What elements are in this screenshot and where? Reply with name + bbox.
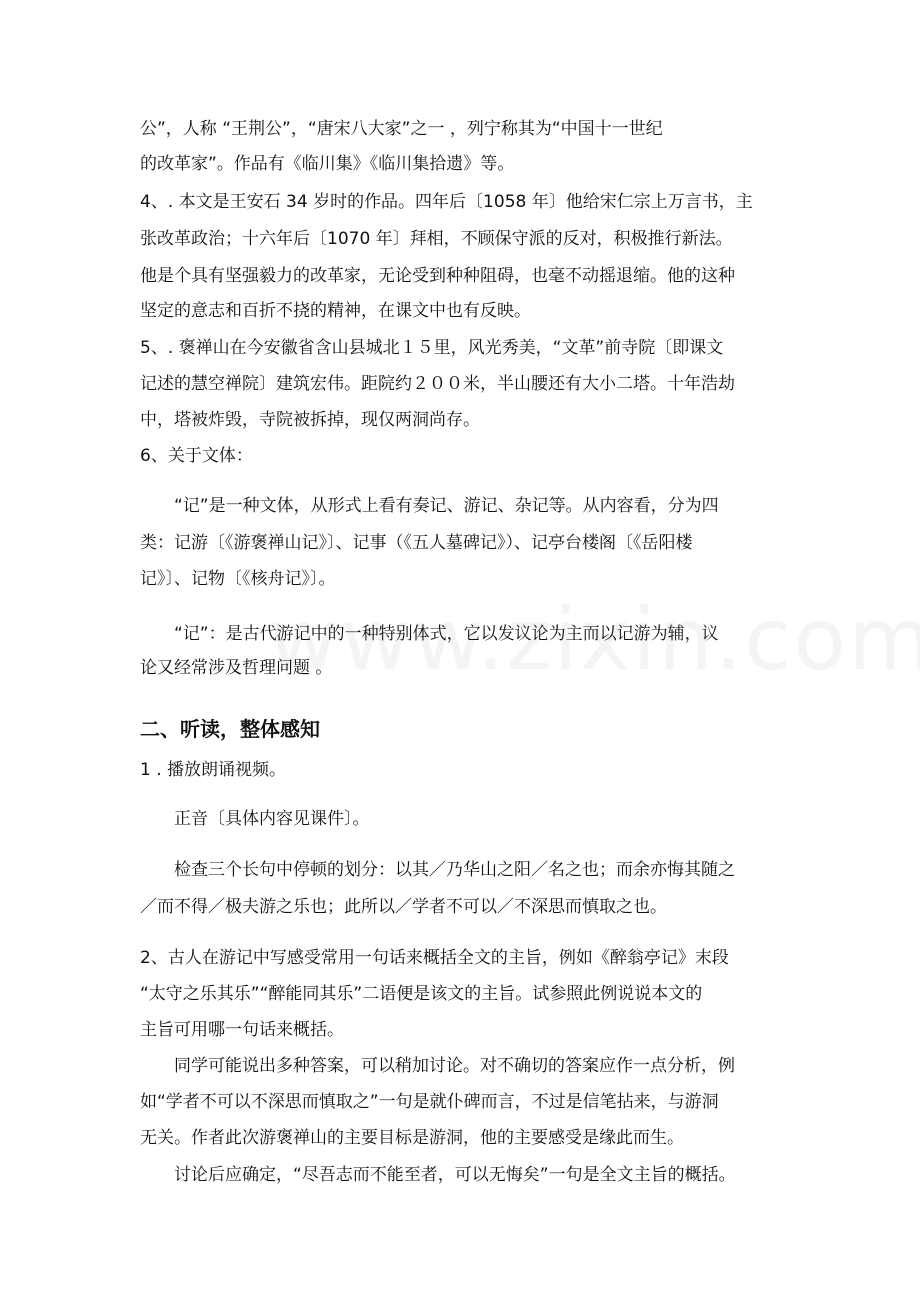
text-line: 1 . 播放朗诵视频。 [140,760,287,780]
text-line: 类：记游〔《游褒禅山记》〕、记事（《五人墓碑记》）、记亭台楼阁〔《岳阳楼 [140,533,693,553]
text-line: “太守之乐其乐”“醉能同其乐”二语便是该文的主旨。试参照此例说说本文的 [140,984,703,1004]
text-line: 讨论后应确定，“尽吾志而不能至者，可以无悔矣”一句是全文主旨的概括。 [174,1165,736,1185]
text-line: 张改革政治；十六年后〔1070 年〕拜相，不顾保守派的反对，积极推行新法。 [140,229,733,249]
text-line: 记述的慧空禅院〕建筑宏伟。距院约２００米，半山腰还有大小二塔。十年浩劫 [140,374,735,394]
text-line: 记》〕、记物〔《核舟记》〕。 [140,569,336,589]
text-line: 如“学者不可以不深思而慎取之”一句是就仆碑而言，不过是信笔拈来，与游洞 [140,1092,719,1112]
text-line: ／而不得／极夫游之乐也；此所以／学者不可以／不深思而慎取之也。 [140,897,667,917]
text-line: “记”：是古代游记中的一种特别体式，它以发议论为主而以记游为辅，议 [174,624,719,644]
text-line: 同学可能说出多种答案，可以稍加讨论。对不确切的答案应作一点分析，例 [174,1056,735,1076]
text-line: 5、. 褒禅山在今安徽省含山县城北１５里，风光秀美，“文革”前寺院〔即课文 [140,338,724,358]
text-line: 他是个具有坚强毅力的改革家，无论受到种种阻碍，也毫不动摇退缩。他的这种 [140,266,735,286]
text-line: 6、关于文体： [140,446,253,466]
section-heading: 二、听读，整体感知 [140,717,320,741]
text-line: 4、. 本文是王安石 34 岁时的作品。四年后〔1058 年〕他给宋仁宗上万言书，主 [140,192,753,212]
text-line: 的改革家”。作品有《临川集》《临川集拾遗》等。 [140,154,515,174]
text-line: 正音〔具体内容见课件〕。 [174,809,370,829]
text-line: 无关。作者此次游褒禅山的主要目标是游洞，他的主要感受是缘此而生。 [140,1128,684,1148]
text-line: 2、古人在游记中写感受常用一句话来概括全文的主旨，例如《醉翁亭记》末段 [140,948,729,968]
text-line: “记”是一种文体，从形式上看有奏记、游记、杂记等。从内容看，分为四 [174,496,719,516]
text-line: 公”，人称 “王荆公”，“唐宋八大家”之一 ，列宁称其为“中国十一世纪 [140,119,663,139]
text-line: 主旨可用哪一句话来概括。 [140,1020,344,1040]
text-line: 坚定的意志和百折不挠的精神，在课文中也有反映。 [140,301,531,321]
text-line: 中，塔被炸毁，寺院被拆掉，现仅两洞尚存。 [140,410,480,430]
text-line: 论又经常涉及哲理问题 。 [140,658,333,678]
text-line: 检查三个长句中停顿的划分：以其／乃华山之阳／名之也；而余亦悔其随之 [174,860,735,880]
